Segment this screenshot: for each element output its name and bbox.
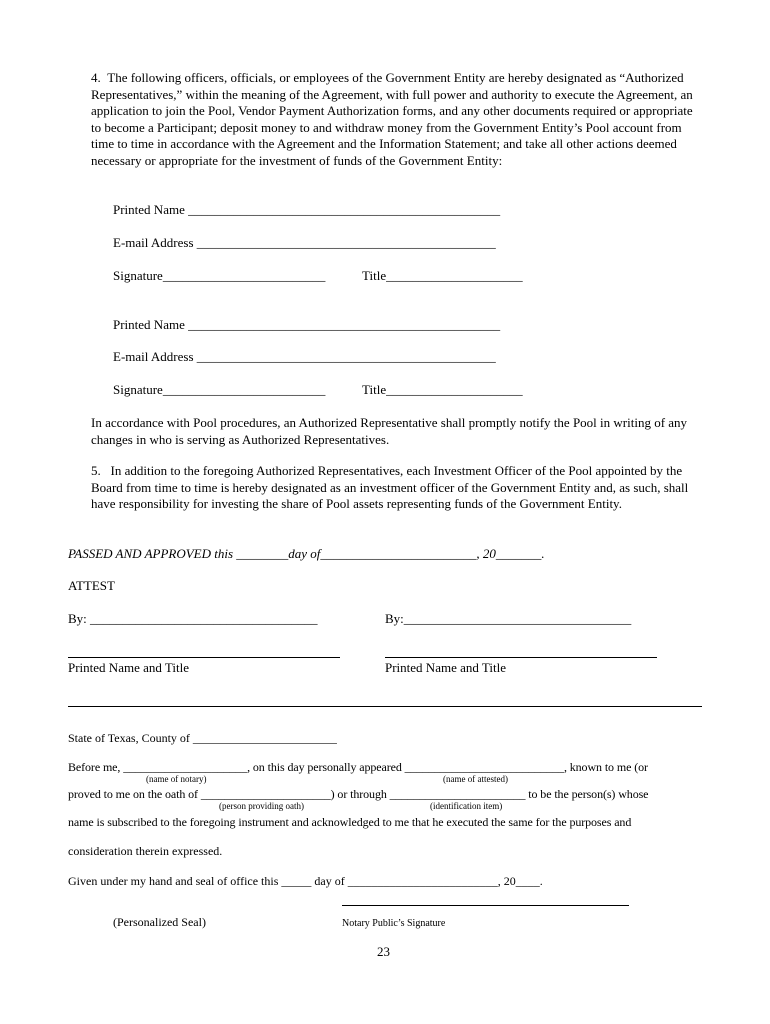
personalized-seal-label: (Personalized Seal): [113, 915, 206, 929]
section-5-paragraph: 5. In addition to the foregoing Authorized Representatives, each Investment Officer of the Pool appointed by the Board from time to time is hereby designated as an investment officer of the Government Entity and, as such, shall have responsibility for investing the share of Pool assets representing funds of the Government Entity.: [91, 463, 689, 512]
passed-approved-line[interactable]: PASSED AND APPROVED this ________day of________________________, 20_______.: [68, 546, 545, 561]
rep2-signature-field[interactable]: Signature_________________________: [113, 382, 326, 397]
proved-oath-line[interactable]: proved to me on the oath of ______________________) or through _______________________ to be the person(s) whose: [68, 787, 649, 801]
subscribed-line: name is subscribed to the foregoing instrument and acknowledged to me that he executed the same for the purposes and: [68, 815, 632, 829]
notary-signature-label: Notary Public’s Signature: [342, 918, 446, 929]
section-4-paragraph: 4. The following officers, officials, or employees of the Government Entity are hereby designated as “Authorized Representatives,” within the meaning of the Agreement, with full power and authority to execute the Agreement, an application to join the Pool, Vendor Payment Authorization forms, and any other documents required or appropriate to become a Participant; deposit money to and withdraw money from the Government Entity’s Pool account from time to time in accordance with the Agreement and the Information Statement; and take all other actions deemed necessary or appropriate for the investment of funds of the Government Entity:: [91, 70, 693, 168]
identification-item-label: (identification item): [430, 801, 503, 811]
name-of-attested-label: (name of attested): [443, 774, 508, 784]
rep2-email-field[interactable]: E-mail Address ______________________________________________: [113, 349, 496, 364]
rep2-title-field[interactable]: Title_____________________: [362, 382, 523, 397]
attest-heading: ATTEST: [68, 578, 115, 593]
rep1-signature-field[interactable]: Signature_________________________: [113, 268, 326, 283]
given-under-hand-line[interactable]: Given under my hand and seal of office this _____ day of _________________________, 20____.: [68, 874, 543, 888]
rep1-title-field[interactable]: Title_____________________: [362, 268, 523, 283]
before-me-line[interactable]: Before me, _____________________, on this day personally appeared ___________________________, known to me (or: [68, 760, 648, 774]
printed-name-right-line[interactable]: [385, 657, 657, 658]
section-divider: [68, 706, 702, 707]
state-county-line[interactable]: State of Texas, County of ________________________: [68, 731, 337, 745]
rep1-email-field[interactable]: E-mail Address ______________________________________________: [113, 235, 496, 250]
rep1-printed-name-field[interactable]: Printed Name ________________________________________________: [113, 202, 501, 217]
printed-name-title-right-label: Printed Name and Title: [385, 660, 506, 675]
notary-signature-line[interactable]: [342, 905, 629, 906]
name-of-notary-label: (name of notary): [146, 774, 207, 784]
printed-name-title-left-label: Printed Name and Title: [68, 660, 189, 675]
consideration-line: consideration therein expressed.: [68, 844, 223, 858]
person-providing-oath-label: (person providing oath): [219, 801, 304, 811]
printed-name-left-line[interactable]: [68, 657, 340, 658]
page-number: 23: [377, 944, 390, 959]
by-right-signature-field[interactable]: By:___________________________________: [385, 611, 632, 626]
notify-paragraph: In accordance with Pool procedures, an Authorized Representative shall promptly notify the Pool in writing of any changes in who is serving as Authorized Representatives.: [91, 415, 688, 447]
rep2-printed-name-field[interactable]: Printed Name ________________________________________________: [113, 317, 501, 332]
by-left-signature-field[interactable]: By: ___________________________________: [68, 611, 318, 626]
